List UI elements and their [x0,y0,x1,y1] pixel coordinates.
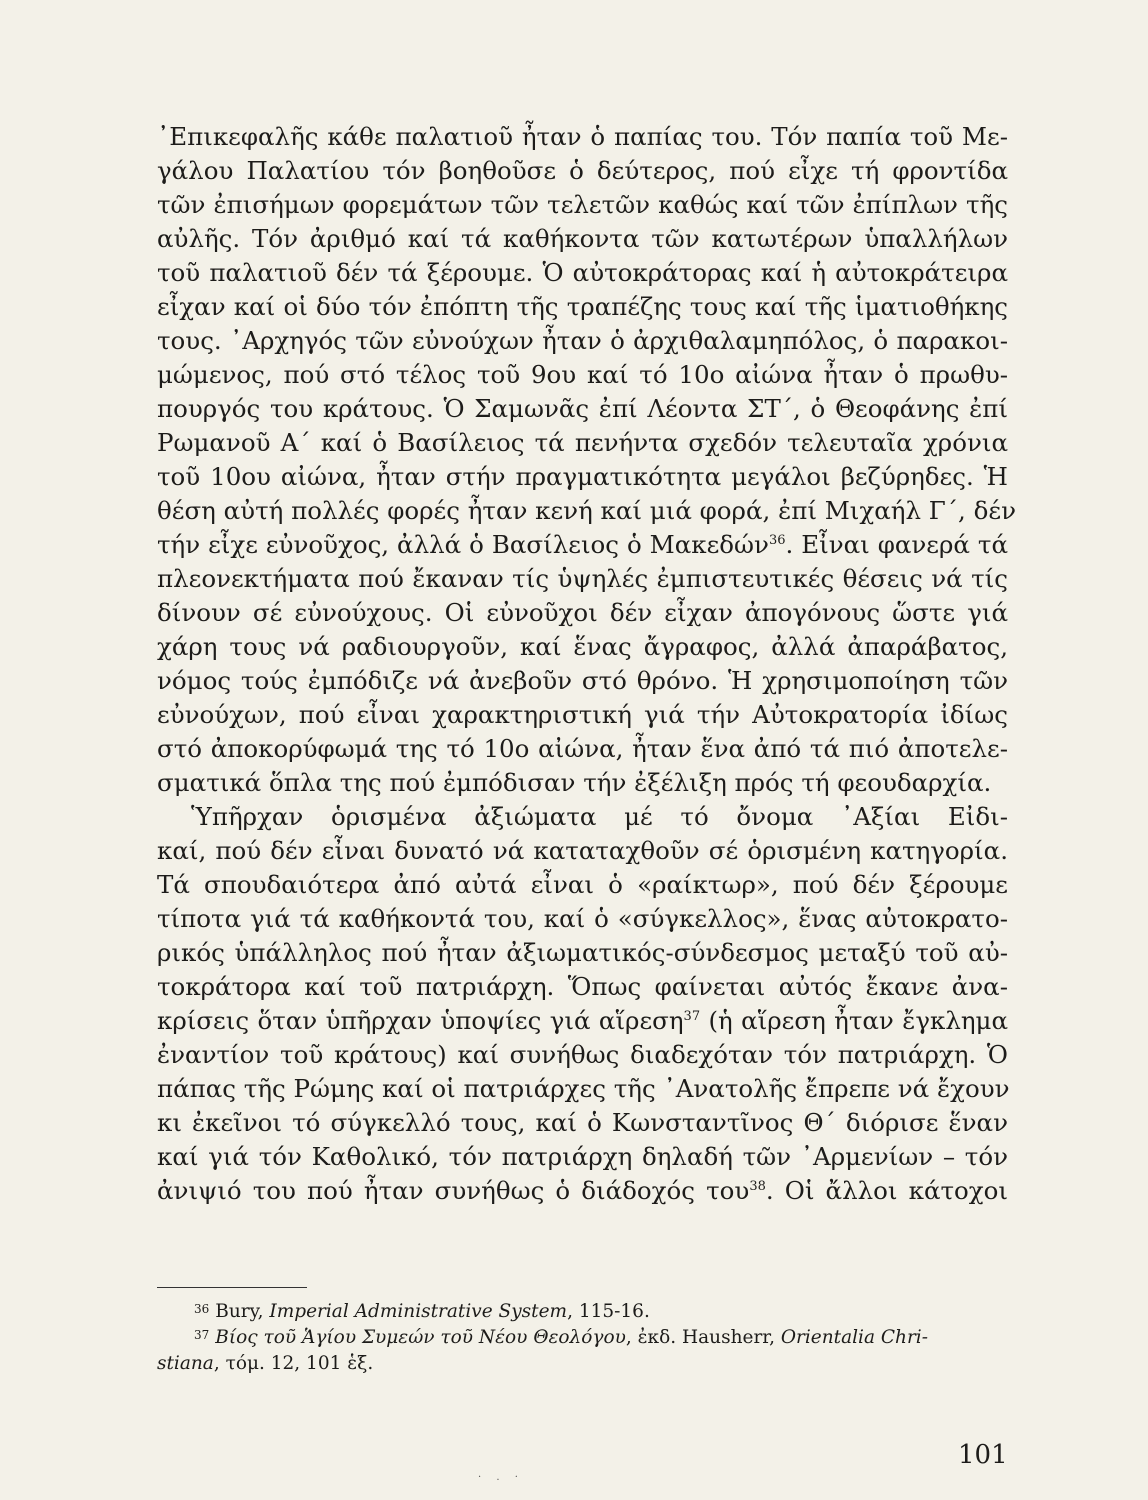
text-line: τῶν ἐπισήμων φορεμάτων τῶν τελετῶν καθώς καί τῶν ἐπίπλων τῆς [157,190,1008,219]
scan-specks: · . · [478,1472,524,1483]
text-line: Ρωμανοῦ Α΄ καί ὁ Βασίλειος τά πενήντα σχεδόν τελευταῖα χρόνια [157,428,1008,457]
footnote-title: Imperial Administrative System [269,1301,568,1322]
text-line: στό ἀποκορύφωμά της τό 10ο αἰώνα, ἦταν ἕνα ἀπό τά πιό ἀποτελε- [157,734,1008,763]
text-line: πάπας τῆς Ρώμης καί οἱ πατριάρχες τῆς ᾿Ανατολῆς ἔπρεπε νά ἔχουν [157,1074,1010,1103]
text-line: εὐνούχων, πού εἶναι χαρακτηριστική γιά τήν Αὐτοκρατορία ἰδίως [157,700,1008,729]
text-line: ρικός ὑπάλληλος πού ἦταν ἀξιωματικός-σύνδεσμος μεταξύ τοῦ αὐ- [157,938,1008,967]
text-line: τίποτα γιά τά καθήκοντά του, καί ὁ «σύγκελλος», ἕνας αὐτοκρατο- [157,904,1008,933]
text-segment: . Εἶναι φανερά τά [785,530,1008,559]
page-number: 101 [958,1440,1008,1470]
footnote-pages: , τόμ. 12, 101 ἑξ. [213,1353,374,1374]
footnote-author: Bury, [215,1301,270,1322]
text-line-with-footnote-ref [157,1006,1008,1036]
footnote-pages: , 115-16. [567,1301,650,1322]
text-line: τους. ᾿Αρχηγός τῶν εὐνούχων ἦταν ὁ ἀρχιθαλαμηπόλος, ὁ παρακοι- [157,326,1008,355]
text-line: πουργός του κράτους. Ὁ Σαμωνᾶς ἐπί Λέοντα ΣΤ΄, ὁ Θεοφάνης ἐπί [157,394,1008,423]
text-line: Τά σπουδαιότερα ἀπό αὐτά εἶναι ὁ «ραίκτωρ», πού δέν ξέρουμε [157,870,1008,899]
footnote-editor: , ἐκδ. Hausherr, [625,1327,781,1348]
text-line: εἶχαν καί οἱ δύο τόν ἐπόπτη τῆς τραπέζης τους καί τῆς ἱματιοθήκης [157,292,1008,321]
footnote-ref-37: 37 [683,1009,701,1024]
footnote-number: 36 [194,1302,210,1316]
footnote-number: 37 [194,1328,210,1342]
text-line-with-footnote-ref [157,1176,1008,1206]
footnote-ref-38: 38 [749,1179,766,1194]
text-line: ἐναντίον τοῦ κράτους) καί συνήθως διαδεχόταν τόν πατριάρχη. Ὁ [157,1040,1008,1069]
footnote-divider [157,1287,307,1288]
text-line: πλεονεκτήματα πού ἔκαναν τίς ὑψηλές ἐμπιστευτικές θέσεις νά τίς [157,564,1008,593]
text-line: αὐλῆς. Τόν ἀριθμό καί τά καθήκοντα τῶν κατωτέρων ὑπαλλήλων [157,224,1008,253]
footnote-journal: Orientalia Chri- [780,1327,928,1348]
text-line: χάρη τους νά ραδιουργοῦν, καί ἕνας ἄγραφος, ἀλλά ἀπαράβατος, [157,632,1008,661]
footnote-36 [194,1300,650,1324]
text-line: γάλου Παλατίου τόν βοηθοῦσε ὁ δεύτερος, πού εἶχε τή φροντίδα [157,156,1008,185]
text-line: τοῦ 10ου αἰώνα, ἦταν στήν πραγματικότητα μεγάλοι βεζύρηδες. Ἡ [157,462,1008,491]
text-segment: (ἡ αἵρεση ἦταν ἔγκλημα [700,1006,1008,1035]
paragraph-first-line: Ὑπῆρχαν ὁρισμένα ἀξιώματα μέ τό ὄνομα ᾿Αξίαι Εἰδι- [191,802,1008,831]
text-line: σματικά ὅπλα της πού ἐμπόδισαν τήν ἐξέλιξη πρός τή φεουδαρχία. [157,768,992,797]
text-line: καί γιά τόν Καθολικό, τόν πατριάρχη δηλαδή τῶν ᾿Αρμενίων – τόν [157,1142,1008,1171]
text-segment: τήν εἶχε εὐνοῦχος, ἀλλά ὁ Βασίλειος ὁ Μακεδών [157,530,769,559]
text-line: δίνουν σέ εὐνούχους. Οἱ εὐνοῦχοι δέν εἶχαν ἀπογόνους ὥστε γιά [157,598,1008,627]
footnote-title: Βίος τοῦ Ἁγίου Συμεών τοῦ Νέου Θεολόγου [215,1327,626,1348]
text-line: ᾿Επικεφαλῆς κάθε παλατιοῦ ἦταν ὁ παπίας του. Τόν παπία τοῦ Με- [157,122,1008,151]
footnote-journal: stiana [157,1353,214,1374]
footnote-37-continued [157,1352,373,1376]
text-line: κι ἐκεῖνοι τό σύγκελλό τους, καί ὁ Κωνσταντῖνος Θ΄ διόρισε ἕναν [157,1108,1008,1137]
text-segment: . Οἱ ἄλλοι κάτοχοι [765,1176,1008,1205]
text-line: καί, πού δέν εἶναι δυνατό νά καταταχθοῦν σέ ὁρισμένη κατηγορία. [157,836,1008,865]
footnote-37 [194,1326,928,1350]
text-line: τοῦ παλατιοῦ δέν τά ξέρουμε. Ὁ αὐτοκράτορας καί ἡ αὐτοκράτειρα [157,258,1008,287]
text-segment: κρίσεις ὅταν ὑπῆρχαν ὑποψίες γιά αἵρεση [157,1006,684,1035]
footnote-ref-36: 36 [768,533,786,548]
text-line: θέση αὐτή πολλές φορές ἦταν κενή καί μιά φορά, ἐπί Μιχαήλ Γ΄, δέν [157,496,1016,525]
text-segment: ἀνιψιό του πού ἦταν συνήθως ὁ διάδοχός του [157,1176,750,1205]
text-line: νόμος τούς ἐμπόδιζε νά ἀνεβοῦν στό θρόνο. Ἡ χρησιμοποίηση τῶν [157,666,1008,695]
text-line: μώμενος, πού στό τέλος τοῦ 9ου καί τό 10ο αἰώνα ἦταν ὁ πρωθυ- [157,360,1008,389]
text-line-with-footnote-ref [157,530,1008,560]
text-line: τοκράτορα καί τοῦ πατριάρχη. Ὅπως φαίνεται αὐτός ἔκανε ἀνα- [157,972,1008,1001]
